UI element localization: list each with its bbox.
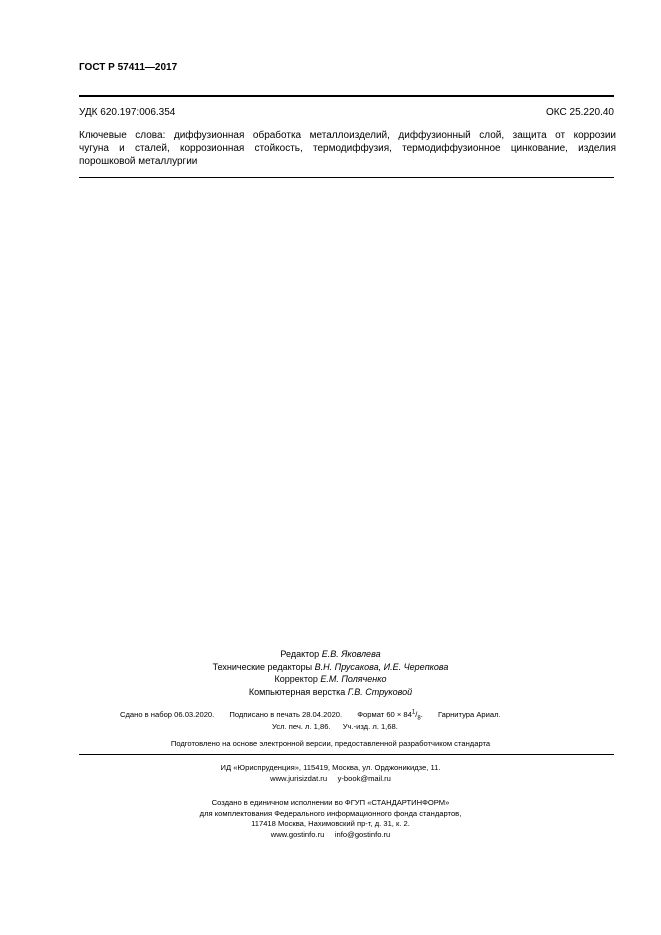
format-prefix: Формат 60 × 84 (357, 709, 412, 719)
corrector-name: Е.М. Поляченко (320, 674, 387, 684)
uch-sheets: Уч.-изд. л. 1,68. (342, 722, 398, 731)
publisher-address: ИД «Юриспруденция», 115419, Москва, ул. Орджоникидзе, 11. (220, 763, 441, 772)
producer-address: 117418 Москва, Нахимовский пр-т, д. 31, к. 2. (251, 819, 410, 828)
format-numerator: 1 (411, 709, 416, 715)
producer-line2: для комплектования Федерального информационного фонда стандартов, (199, 808, 462, 818)
standard-number: ГОСТ Р 57411—2017 (79, 62, 178, 73)
editor-line (0, 648, 661, 661)
editor-label: Редактор (280, 649, 320, 659)
tech-editors-label: Технические редакторы (212, 661, 313, 672)
typeface: Гарнитура Ариал. (437, 709, 501, 719)
oks-code: ОКС 25.220.40 (546, 107, 614, 118)
layout-line (0, 686, 661, 699)
producer-contacts: www.gostinfo.ru info@gostinfo.ru (270, 829, 391, 839)
usl-sheets: Усл. печ. л. 1,86. (272, 722, 331, 731)
layout-label: Компьютерная верстка (248, 686, 346, 697)
producer-line1: Создано в единичном исполнении во ФГУП «СТАНДАРТИНФОРМ» (211, 798, 450, 807)
keywords-line: чугуна и сталей, коррозионная стойкость, термодиффузия, термодиффузионное цинкование, изделия (79, 143, 616, 154)
keywords-rule (79, 177, 614, 178)
bottom-rule (79, 754, 614, 755)
format-denominator: 8 (417, 715, 421, 722)
corrector-line (0, 673, 661, 686)
publisher-contacts: www.jurisizdat.ru y-book@mail.ru (270, 773, 391, 783)
editor-name: Е.В. Яковлева (321, 649, 381, 659)
credits-block (0, 648, 661, 698)
prepared-note: Подготовлено на основе электронной версии, предоставленной разработчиком стандарта (170, 739, 491, 748)
tech-editors-line (0, 661, 661, 674)
keywords-line: порошковой металлургии (79, 156, 198, 167)
print-info-line (120, 709, 514, 721)
layout-name: Г.В. Струковой (347, 686, 413, 697)
udk-code: УДК 620.197:006.354 (79, 107, 176, 118)
format-suffix: . (420, 709, 423, 719)
keywords-line: Ключевые слова: диффузионная обработка металлоизделий, диффузионный слой, защита от коррозии (79, 130, 616, 141)
keywords (79, 129, 616, 168)
publisher-block (0, 763, 661, 784)
signed-date: Подписано в печать 28.04.2020. (229, 709, 343, 719)
print-sheets-line (272, 722, 408, 731)
tech-editors-names: В.Н. Прусакова, И.Е. Черепкова (314, 661, 449, 672)
submitted-date: Сдано в набор 06.03.2020. (120, 709, 215, 719)
paper-format: Формат $60 \times 84^1/_8$. (357, 709, 423, 722)
top-rule (79, 95, 614, 97)
corrector-label: Корректор (274, 674, 318, 684)
producer-block (0, 798, 661, 840)
